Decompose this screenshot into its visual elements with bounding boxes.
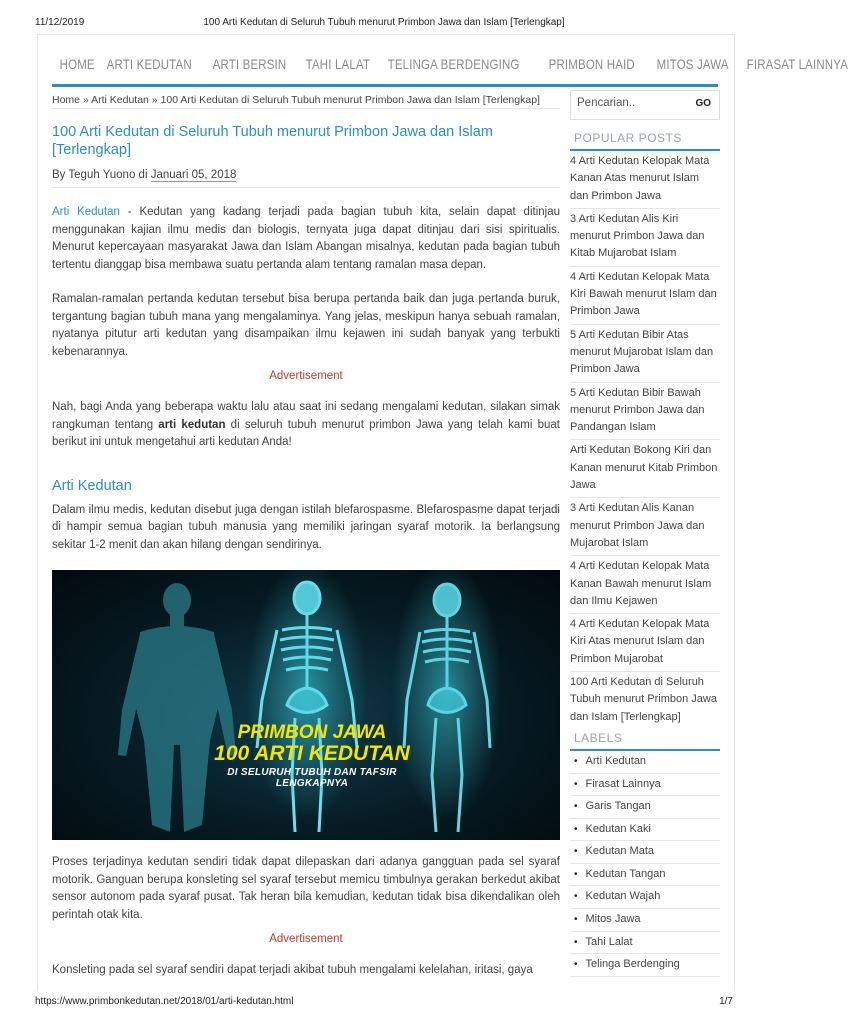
web-page xyxy=(37,34,849,991)
print-header xyxy=(0,0,768,34)
author-text: By Teguh Yuono di xyxy=(52,169,151,181)
search-go-button[interactable]: GO xyxy=(695,98,711,109)
nav-primbon-haid[interactable]: PRIMBON HAID xyxy=(548,57,635,72)
arti-kedutan-link[interactable]: Arti Kedutan xyxy=(52,206,120,218)
post-date[interactable]: Januari 05, 2018 xyxy=(150,169,237,181)
print-page-number: 1/7 xyxy=(719,996,733,1007)
popular-post-link[interactable]: 3 Arti Kedutan Alis Kanan menurut Primbon Jawa dan Mujarobat Islam xyxy=(570,498,720,556)
advertisement-label: Advertisement xyxy=(269,933,343,945)
paragraph: Konsleting pada sel syaraf sendiri dapat terjadi akibat tubuh mengalami kelelahan, iritasi, gaya xyxy=(52,964,533,976)
popular-post-link[interactable]: 5 Arti Kedutan Bibir Bawah menurut Primbon Jawa dan Pandangan Islam xyxy=(570,383,720,441)
paragraph-text: di seluruh tubuh menurut primbon Jawa yang telah kami buat berikut ini untuk mengetahui arti kedutan Anda! xyxy=(52,418,560,448)
popular-post-link[interactable]: Arti Kedutan Bokong Kiri dan Kanan menurut Kitab Primbon Jawa xyxy=(570,440,720,498)
paragraph: Ramalan-ramalan pertanda kedutan tersebut bisa berupa pertanda baik dan juga pertanda buruk, tergantung bagian tubuh mana yang mengalaminya. Yang jelas, meskipun hanya sebuah ramalan, nyatanya pitutur arti kedutan yang disampaikan ilmu kejawen ini sudah banyak yang terbukti kebenarannya. xyxy=(52,293,560,358)
banner-line3: DI SELURUH TUBUH DAN TAFSIR LENGKAPNYA xyxy=(227,767,397,789)
divider xyxy=(52,108,560,109)
popular-post-link[interactable]: 5 Arti Kedutan Bibir Atas menurut Mujarobat Islam dan Primbon Jawa xyxy=(570,325,720,383)
paragraph: Dalam ilmu medis, kedutan disebut juga dengan istilah blefarospasme. Blefarospasme dapat terjadi di hampir semua bagian tubuh manusia yang memiliki jaringan syaraf motorik. Ia berlangsung sekitar 1-2 menit dan akan hilang dengan sendirinya. xyxy=(52,503,560,551)
label-link[interactable]: • Kedutan Wajah xyxy=(570,886,720,909)
label-link[interactable]: • Kedutan Mata xyxy=(570,841,720,864)
popular-posts-heading: POPULAR POSTS xyxy=(570,131,720,151)
advertisement-label: Advertisement xyxy=(269,370,343,382)
label-link[interactable]: • Arti Kedutan xyxy=(570,751,720,774)
print-date: 11/12/2019 xyxy=(35,17,85,28)
paragraph-text: - Kedutan yang kadang terjadi pada bagian tubuh kita, selain dapat ditinjau menggunakan kajian ilmu medis dan biologis, ternyata juga dapat ditinjau dari sisi spiritualis. Menurut kepercayaan masyarakat Jawa dan Islam Abangan misalnya, kedutan pada bagian tubuh tertentu dianggap bisa membawa suatu pertanda alam tentang ramalan masa depan. xyxy=(52,206,560,271)
label-link[interactable]: • Telinga Berdenging xyxy=(570,954,720,977)
hero-banner xyxy=(202,722,422,789)
nav-arti-kedutan[interactable]: ARTI KEDUTAN xyxy=(106,57,193,72)
banner-line2: 100 ARTI KEDUTAN xyxy=(214,742,410,765)
human-silhouette-icon xyxy=(118,583,236,832)
print-title: 100 Arti Kedutan di Seluruh Tubuh menurut Primbon Jawa dan Islam [Terlengkap] xyxy=(203,17,565,28)
label-link[interactable]: • Garis Tangan xyxy=(570,796,720,819)
nav-tahi-lalat[interactable]: TAHI LALAT xyxy=(305,57,371,72)
post-byline xyxy=(52,169,560,188)
nav-firasat-lainnya[interactable]: FIRASAT LAINNYA xyxy=(746,57,849,72)
nav-arti-bersin[interactable]: ARTI BERSIN xyxy=(213,57,287,72)
paragraph: Proses terjadinya kedutan sendiri tidak dapat dilepaskan dari adanya gangguan pada sel syaraf motorik. Ganguan berupa konsleting sel syaraf tersebut memicu timbulnya gerakan berkedut akibat sensor autonom pada syaraf pusat. Tak heran bila kemudian, kedutan tidak bisa dikendalikan oleh perintah otak kita. xyxy=(52,856,560,921)
popular-posts-list xyxy=(570,151,720,729)
paragraph xyxy=(52,399,560,452)
post-title: 100 Arti Kedutan di Seluruh Tubuh menurut Primbon Jawa dan Islam [Terlengkap] xyxy=(52,124,493,158)
sidebar xyxy=(570,90,720,977)
labels-heading: LABELS xyxy=(570,731,720,751)
nav-telinga-berdenging[interactable]: TELINGA BERDENGING xyxy=(387,57,520,72)
print-url: https://www.primbonkedutan.net/2018/01/arti-kedutan.html xyxy=(35,996,294,1007)
nav-home[interactable]: HOME xyxy=(59,57,95,72)
banner-line1: PRIMBON JAWA xyxy=(237,722,387,743)
search-input[interactable]: Pencarian.. xyxy=(577,97,636,109)
nav-mitos-jawa[interactable]: MITOS JAWA xyxy=(656,57,729,72)
paragraph xyxy=(52,204,560,274)
label-link[interactable]: • Tahi Lalat xyxy=(570,932,720,955)
popular-post-link[interactable]: 4 Arti Kedutan Kelopak Mata Kanan Bawah menurut Islam dan Ilmu Kejawen xyxy=(570,556,720,614)
paragraph-text: Nah, bagi Anda yang beberapa waktu lalu atau saat ini sedang mengalami kedutan, silakan simak rangkuman tentang xyxy=(52,401,560,431)
hero-image xyxy=(52,570,560,840)
skeleton-illustration xyxy=(52,570,560,840)
top-nav xyxy=(52,47,849,87)
breadcrumb[interactable]: Home » Arti Kedutan » 100 Arti Kedutan di Seluruh Tubuh menurut Primbon Jawa dan Islam [Terlengkap] xyxy=(52,94,540,106)
main-content xyxy=(52,92,560,980)
labels-list xyxy=(570,751,720,977)
label-link[interactable]: • Kedutan Kaki xyxy=(570,819,720,842)
popular-post-link[interactable]: 3 Arti Kedutan Alis Kiri menurut Primbon Jawa dan Kitab Mujarobat Islam xyxy=(570,209,720,267)
popular-post-link[interactable]: 4 Arti Kedutan Kelopak Mata Kiri Bawah menurut Islam dan Primbon Jawa xyxy=(570,267,720,325)
bold-term: arti kedutan xyxy=(158,418,226,431)
section-heading: Arti Kedutan xyxy=(52,477,132,494)
search-box xyxy=(570,90,720,120)
popular-post-link[interactable]: 100 Arti Kedutan di Seluruh Tubuh menurut Primbon Jawa dan Islam [Terlengkap] xyxy=(570,676,717,723)
popular-post-link[interactable]: 4 Arti Kedutan Kelopak Mata Kanan Atas menurut Islam dan Primbon Jawa xyxy=(570,151,720,209)
label-link[interactable]: • Mitos Jawa xyxy=(570,909,720,932)
popular-post-link[interactable]: 4 Arti Kedutan Kelopak Mata Kiri Atas menurut Islam dan Primbon Mujarobat xyxy=(570,614,720,672)
label-link[interactable]: • Firasat Lainnya xyxy=(570,774,720,797)
label-link[interactable]: • Kedutan Tangan xyxy=(570,864,720,887)
